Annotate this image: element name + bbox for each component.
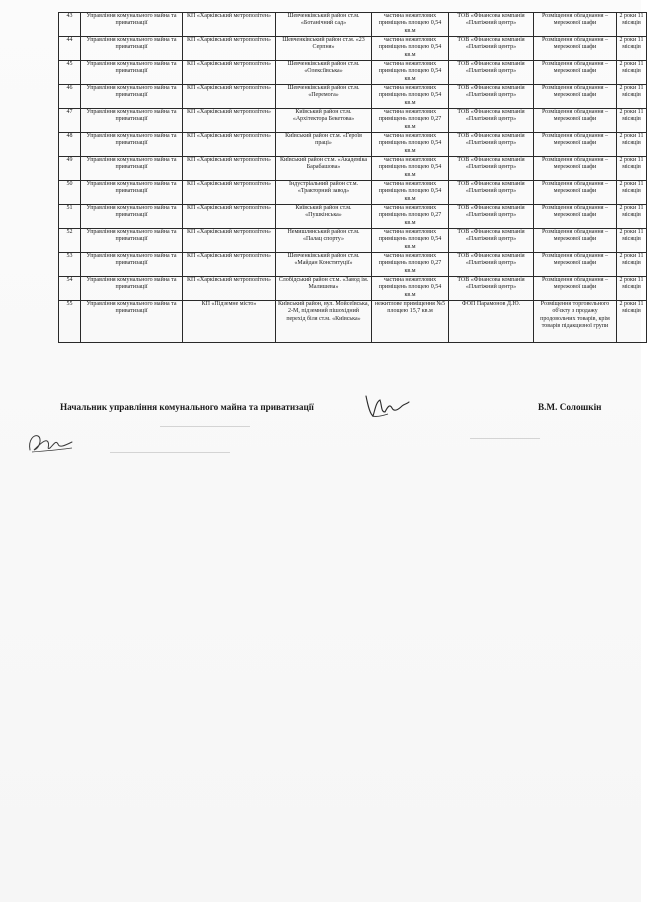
row-number: 46 xyxy=(59,85,81,109)
object-cell: частина нежитлових приміщень площею 0,54 кв.м xyxy=(372,277,449,301)
owner-cell: Управління комунального майна та приватизації xyxy=(81,61,183,85)
balance-holder-cell: КП «Харківський метрополітен» xyxy=(183,133,276,157)
signatory-name: В.М. Солошкін xyxy=(538,402,602,412)
tenant-cell: ТОВ «Фінансова компанія «Платіжний центр» xyxy=(449,277,534,301)
term-cell: 2 роки 11 місяців xyxy=(617,301,647,343)
balance-holder-cell: КП «Харківський метрополітен» xyxy=(183,61,276,85)
location-cell: Шевченківський район ст.м. «23 Серпня» xyxy=(276,37,372,61)
owner-cell: Управління комунального майна та приватизації xyxy=(81,277,183,301)
purpose-cell: Розміщення обладнання – мережової шафи xyxy=(534,277,617,301)
table-row xyxy=(59,133,647,157)
location-cell: Індустріальний район ст.м. «Тракторний завод» xyxy=(276,181,372,205)
scan-artifact xyxy=(470,438,540,439)
term-cell: 2 роки 11 місяців xyxy=(617,277,647,301)
owner-cell: Управління комунального майна та приватизації xyxy=(81,253,183,277)
balance-holder-cell: КП «Харківський метрополітен» xyxy=(183,109,276,133)
owner-cell: Управління комунального майна та приватизації xyxy=(81,109,183,133)
owner-cell: Управління комунального майна та приватизації xyxy=(81,157,183,181)
row-number: 51 xyxy=(59,205,81,229)
table-row xyxy=(59,13,647,37)
tenant-cell: ТОВ «Фінансова компанія «Платіжний центр» xyxy=(449,61,534,85)
row-number: 47 xyxy=(59,109,81,133)
balance-holder-cell: КП «Харківський метрополітен» xyxy=(183,157,276,181)
table-body xyxy=(59,13,647,343)
table-row xyxy=(59,61,647,85)
row-number: 45 xyxy=(59,61,81,85)
object-cell: частина нежитлових приміщень площею 0,54 кв.м xyxy=(372,133,449,157)
location-cell: Київський район ст.м. «Пушкінська» xyxy=(276,205,372,229)
location-cell: Шевченківський район ст.м. «Ботанічний сад» xyxy=(276,13,372,37)
object-cell: частина нежитлових приміщень площею 0,54 кв.м xyxy=(372,181,449,205)
row-number: 55 xyxy=(59,301,81,343)
object-cell: частина нежитлових приміщень площею 0,27 кв.м xyxy=(372,253,449,277)
location-cell: Київський район ст.м. «Героїв праці» xyxy=(276,133,372,157)
table-row xyxy=(59,157,647,181)
balance-holder-cell: КП «Харківський метрополітен» xyxy=(183,277,276,301)
balance-holder-cell: КП «Харківський метрополітен» xyxy=(183,181,276,205)
tenant-cell: ТОВ «Фінансова компанія «Платіжний центр» xyxy=(449,229,534,253)
location-cell: Шевченківський район ст.м. «Майдан Конституції» xyxy=(276,253,372,277)
table-row xyxy=(59,37,647,61)
scan-artifact xyxy=(110,452,230,453)
owner-cell: Управління комунального майна та приватизації xyxy=(81,229,183,253)
table-row xyxy=(59,253,647,277)
object-cell: частина нежитлових приміщень площею 0,27 кв.м xyxy=(372,205,449,229)
purpose-cell: Розміщення обладнання – мережової шафи xyxy=(534,181,617,205)
balance-holder-cell: КП «Харківський метрополітен» xyxy=(183,13,276,37)
term-cell: 2 роки 11 місяців xyxy=(617,157,647,181)
object-cell: частина нежитлових приміщень площею 0,27 кв.м xyxy=(372,109,449,133)
table-row xyxy=(59,181,647,205)
term-cell: 2 роки 11 місяців xyxy=(617,85,647,109)
purpose-cell: Розміщення обладнання – мережової шафи xyxy=(534,37,617,61)
tenant-cell: ТОВ «Фінансова компанія «Платіжний центр» xyxy=(449,37,534,61)
table-row xyxy=(59,229,647,253)
location-cell: Шевченківський район ст.м. «Олексіївська» xyxy=(276,61,372,85)
object-cell: частина нежитлових приміщень площею 0,54 кв.м xyxy=(372,61,449,85)
term-cell: 2 роки 11 місяців xyxy=(617,229,647,253)
owner-cell: Управління комунального майна та приватизації xyxy=(81,85,183,109)
owner-cell: Управління комунального майна та приватизації xyxy=(81,181,183,205)
scan-artifact xyxy=(160,426,250,427)
term-cell: 2 роки 11 місяців xyxy=(617,61,647,85)
owner-cell: Управління комунального майна та приватизації xyxy=(81,13,183,37)
term-cell: 2 роки 11 місяців xyxy=(617,205,647,229)
table-row xyxy=(59,85,647,109)
location-cell: Слобідський район ст.м. «Завод ім. Малишева» xyxy=(276,277,372,301)
purpose-cell: Розміщення обладнання – мережової шафи xyxy=(534,13,617,37)
balance-holder-cell: КП «Харківський метрополітен» xyxy=(183,85,276,109)
row-number: 52 xyxy=(59,229,81,253)
purpose-cell: Розміщення обладнання – мережової шафи xyxy=(534,133,617,157)
balance-holder-cell: КП «Харківський метрополітен» xyxy=(183,37,276,61)
owner-cell: Управління комунального майна та приватизації xyxy=(81,37,183,61)
balance-holder-cell: КП «Харківський метрополітен» xyxy=(183,205,276,229)
location-cell: Немишлянський район ст.м. «Палац спорту» xyxy=(276,229,372,253)
purpose-cell: Розміщення обладнання – мережової шафи xyxy=(534,253,617,277)
term-cell: 2 роки 11 місяців xyxy=(617,13,647,37)
lease-table xyxy=(58,12,647,343)
tenant-cell: ТОВ «Фінансова компанія «Платіжний центр» xyxy=(449,181,534,205)
row-number: 49 xyxy=(59,157,81,181)
table-row xyxy=(59,205,647,229)
term-cell: 2 роки 11 місяців xyxy=(617,37,647,61)
initials-signature-icon xyxy=(24,430,76,458)
term-cell: 2 роки 11 місяців xyxy=(617,133,647,157)
term-cell: 2 роки 11 місяців xyxy=(617,253,647,277)
balance-holder-cell: КП «Харківський метрополітен» xyxy=(183,229,276,253)
tenant-cell: ТОВ «Фінансова компанія «Платіжний центр» xyxy=(449,85,534,109)
balance-holder-cell: КП «Харківський метрополітен» xyxy=(183,253,276,277)
purpose-cell: Розміщення обладнання – мережової шафи xyxy=(534,61,617,85)
owner-cell: Управління комунального майна та приватизації xyxy=(81,301,183,343)
tenant-cell: ТОВ «Фінансова компанія «Платіжний центр» xyxy=(449,109,534,133)
table-row xyxy=(59,301,647,343)
location-cell: Шевченківський район ст.м. «Перемога» xyxy=(276,85,372,109)
term-cell: 2 роки 11 місяців xyxy=(617,181,647,205)
location-cell: Київський район, вул. Мойсеївська, 2-М, підземний пішохідний перехід біля ст.м. «Київська» xyxy=(276,301,372,343)
handwritten-signature-icon xyxy=(362,392,412,420)
object-cell: частина нежитлових приміщень площею 0,54 кв.м xyxy=(372,85,449,109)
row-number: 50 xyxy=(59,181,81,205)
row-number: 44 xyxy=(59,37,81,61)
purpose-cell: Розміщення обладнання – мережової шафи xyxy=(534,109,617,133)
tenant-cell: ТОВ «Фінансова компанія «Платіжний центр» xyxy=(449,13,534,37)
tenant-cell: ФОП Парамонов Д.Ю. xyxy=(449,301,534,343)
tenant-cell: ТОВ «Фінансова компанія «Платіжний центр» xyxy=(449,253,534,277)
purpose-cell: Розміщення обладнання – мережової шафи xyxy=(534,205,617,229)
location-cell: Київський район ст.м. «Академіка Барабашова» xyxy=(276,157,372,181)
term-cell: 2 роки 11 місяців xyxy=(617,109,647,133)
tenant-cell: ТОВ «Фінансова компанія «Платіжний центр» xyxy=(449,205,534,229)
purpose-cell: Розміщення обладнання – мережової шафи xyxy=(534,229,617,253)
row-number: 43 xyxy=(59,13,81,37)
purpose-cell: Розміщення торговельного об'єкту з продажу продовольчих товарів, крім товарів підакцизної групи xyxy=(534,301,617,343)
location-cell: Київський район ст.м. «Архітектора Бекетова» xyxy=(276,109,372,133)
purpose-cell: Розміщення обладнання – мережової шафи xyxy=(534,85,617,109)
row-number: 53 xyxy=(59,253,81,277)
owner-cell: Управління комунального майна та приватизації xyxy=(81,133,183,157)
signatory-position: Начальник управління комунального майна та приватизації xyxy=(60,402,314,412)
balance-holder-cell: КП «Підземне місто» xyxy=(183,301,276,343)
object-cell: частина нежитлових приміщень площею 0,54 кв.м xyxy=(372,13,449,37)
row-number: 48 xyxy=(59,133,81,157)
tenant-cell: ТОВ «Фінансова компанія «Платіжний центр» xyxy=(449,133,534,157)
purpose-cell: Розміщення обладнання – мережової шафи xyxy=(534,157,617,181)
tenant-cell: ТОВ «Фінансова компанія «Платіжний центр» xyxy=(449,157,534,181)
table-row xyxy=(59,109,647,133)
object-cell: частина нежитлових приміщень площею 0,54 кв.м xyxy=(372,229,449,253)
object-cell: частина нежитлових приміщень площею 0,54 кв.м xyxy=(372,157,449,181)
table-row xyxy=(59,277,647,301)
row-number: 54 xyxy=(59,277,81,301)
object-cell: нежитлове приміщення №5 площею 15,7 кв.м xyxy=(372,301,449,343)
object-cell: частина нежитлових приміщень площею 0,54 кв.м xyxy=(372,37,449,61)
owner-cell: Управління комунального майна та приватизації xyxy=(81,205,183,229)
